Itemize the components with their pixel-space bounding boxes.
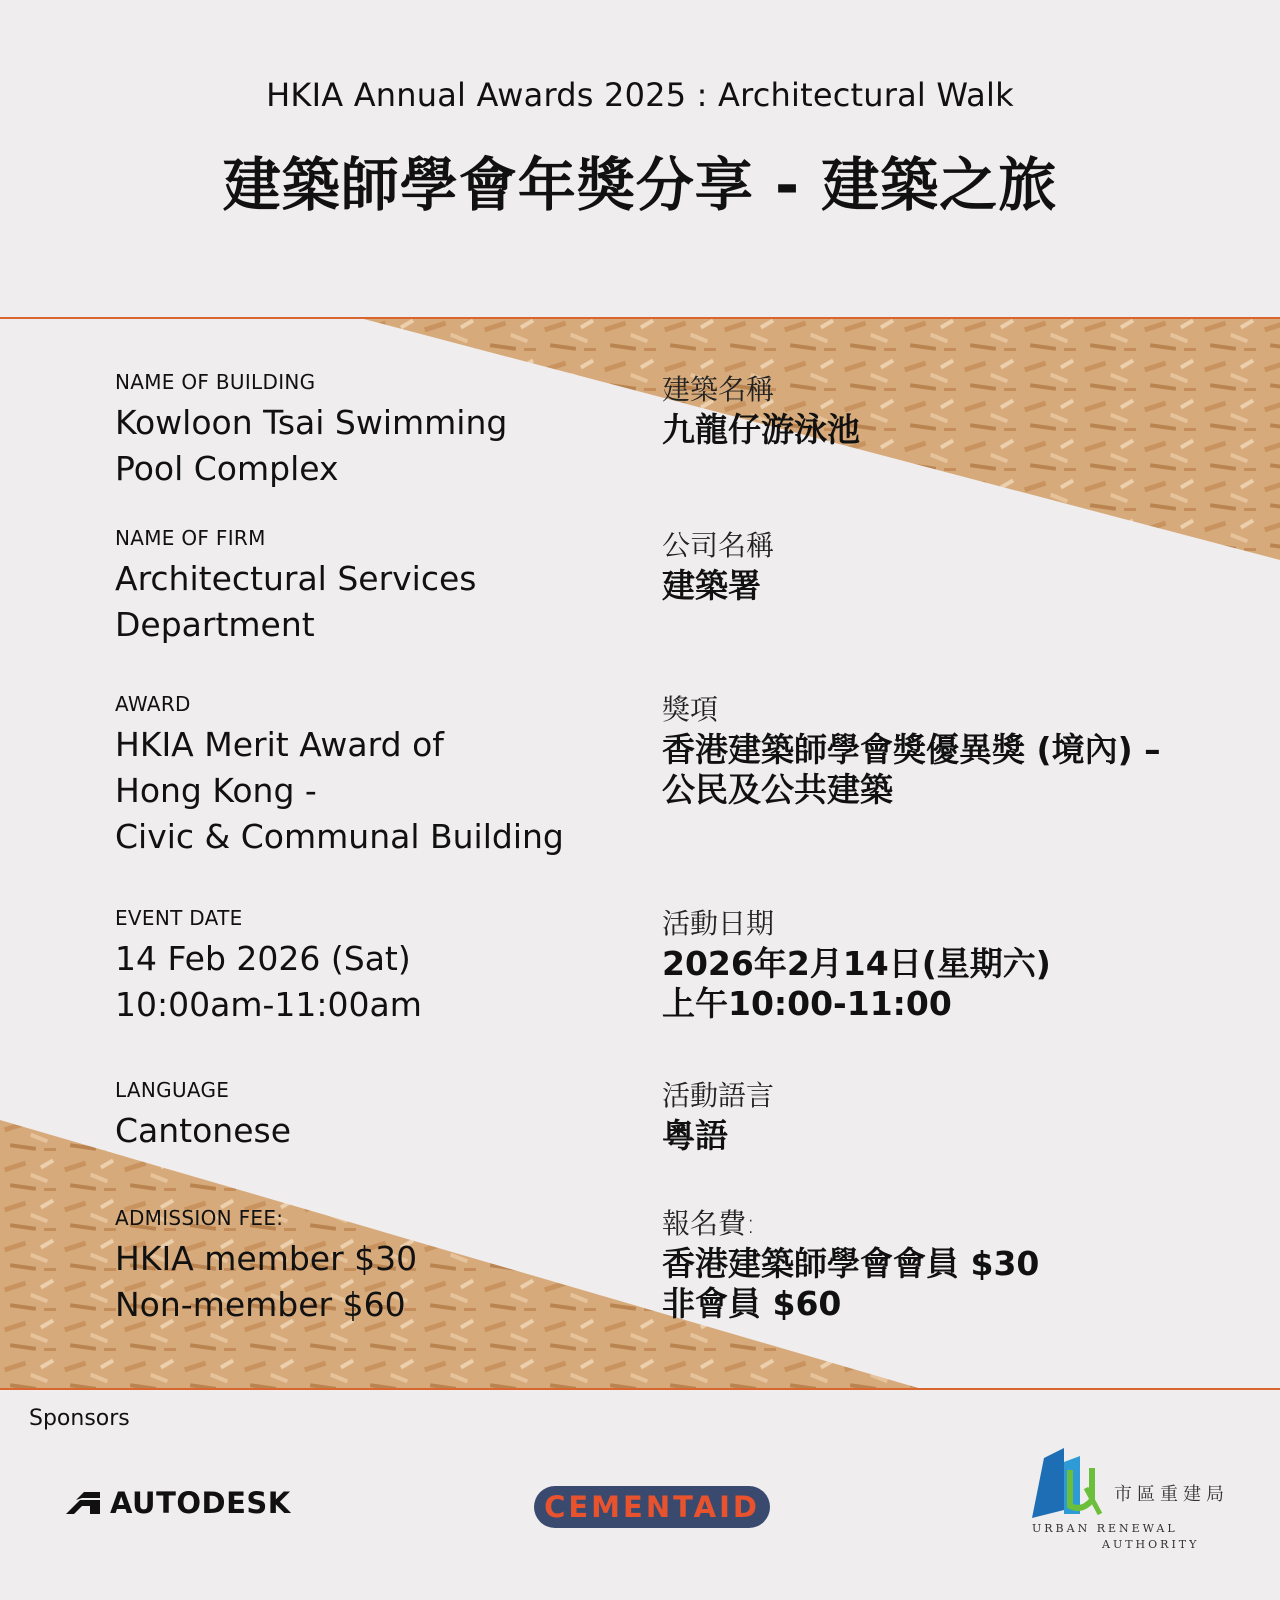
language-value-en: Cantonese [115,1111,292,1150]
fee-value-zh-line-1: 香港建築師學會會員 $30 [662,1244,1040,1283]
ura-name-en-line-2: AUTHORITY [1102,1538,1200,1551]
bottom-divider [0,1388,1280,1390]
building-value-en-line-1: Kowloon Tsai Swimming [115,403,508,442]
language-value-zh: 粵語 [662,1116,728,1155]
ura-mark-icon [1030,1448,1114,1522]
event-title-english: HKIA Annual Awards 2025 : Architectural Walk [266,76,1014,114]
date-label-zh: 活動日期 [662,907,775,940]
firm-value-zh: 建築署 [662,566,761,605]
event-date-en [115,906,422,1028]
building-label-zh: 建築名稱 [662,373,775,406]
cementaid-logo: CEMENTAID [534,1486,770,1528]
building-name-zh [662,368,860,450]
firm-name-zh [662,524,774,606]
date-value-zh [662,944,1051,1024]
award-value-zh [662,730,1161,810]
ura-name-zh: 市區重建局 [1114,1484,1229,1505]
fee-label-zh: 報名費: [662,1207,756,1240]
ura-logo [1030,1448,1230,1558]
award-value-en-line-2: Hong Kong - [115,771,317,810]
firm-value-en-line-1: Architectural Services [115,559,477,598]
date-value-en-line-2: 10:00am-11:00am [115,985,422,1024]
date-value-en [115,936,422,1028]
award-value-en-line-1: HKIA Merit Award of [115,725,444,764]
firm-label-en: NAME OF FIRM [115,526,266,550]
language-label-en: LANGUAGE [115,1078,230,1102]
language-label-zh: 活動語言 [662,1079,775,1112]
award-value-en-line-3: Civic & Communal Building [115,817,564,856]
firm-label-zh: 公司名稱 [662,529,775,562]
event-title-chinese: 建築師學會年獎分享 - 建築之旅 [222,151,1058,219]
award-value-zh-line-1: 香港建築師學會獎優異獎 (境內) – [662,730,1161,769]
fee-value-zh [662,1244,1039,1324]
details-panel [0,318,1280,1390]
award-value-en [115,722,564,860]
building-label-en: NAME OF BUILDING [115,370,316,394]
top-divider [0,317,1280,319]
fee-value-zh-line-2: 非會員 $60 [662,1284,842,1323]
autodesk-mark-icon [66,1492,100,1514]
firm-value-en [115,556,477,648]
event-date-zh [662,902,1051,1024]
firm-value-en-line-2: Department [115,605,315,644]
ura-name-en-line-1: URBAN RENEWAL [1032,1522,1178,1535]
building-value-zh: 九龍仔游泳池 [662,410,860,449]
fee-label-en: ADMISSION FEE: [115,1206,284,1230]
award-value-zh-line-2: 公民及公共建築 [662,770,893,809]
language-zh [662,1074,774,1156]
date-value-zh-line-2: 上午10:00-11:00 [662,984,952,1023]
fee-value-en-line-1: HKIA member $30 [115,1239,418,1278]
award-label-zh: 獎項 [662,693,719,726]
building-value-en [115,400,507,492]
date-value-en-line-1: 14 Feb 2026 (Sat) [115,939,411,978]
date-label-en: EVENT DATE [115,906,243,930]
award-zh [662,688,1161,810]
fee-value-en-line-2: Non-member $60 [115,1285,406,1324]
date-value-zh-line-1: 2026年2月14日(星期六) [662,944,1051,983]
admission-fee-en [115,1206,417,1328]
admission-fee-zh [662,1202,1039,1324]
autodesk-logo [66,1486,291,1520]
header [0,0,1280,318]
firm-name-en [115,526,477,648]
award-label-en: AWARD [115,692,191,716]
award-en [115,692,564,860]
sponsors-label: Sponsors [29,1406,130,1431]
autodesk-wordmark: AUTODESK [110,1486,291,1520]
language-en [115,1078,291,1154]
fee-value-en [115,1236,417,1328]
building-value-en-line-2: Pool Complex [115,449,339,488]
building-name-en [115,370,507,492]
